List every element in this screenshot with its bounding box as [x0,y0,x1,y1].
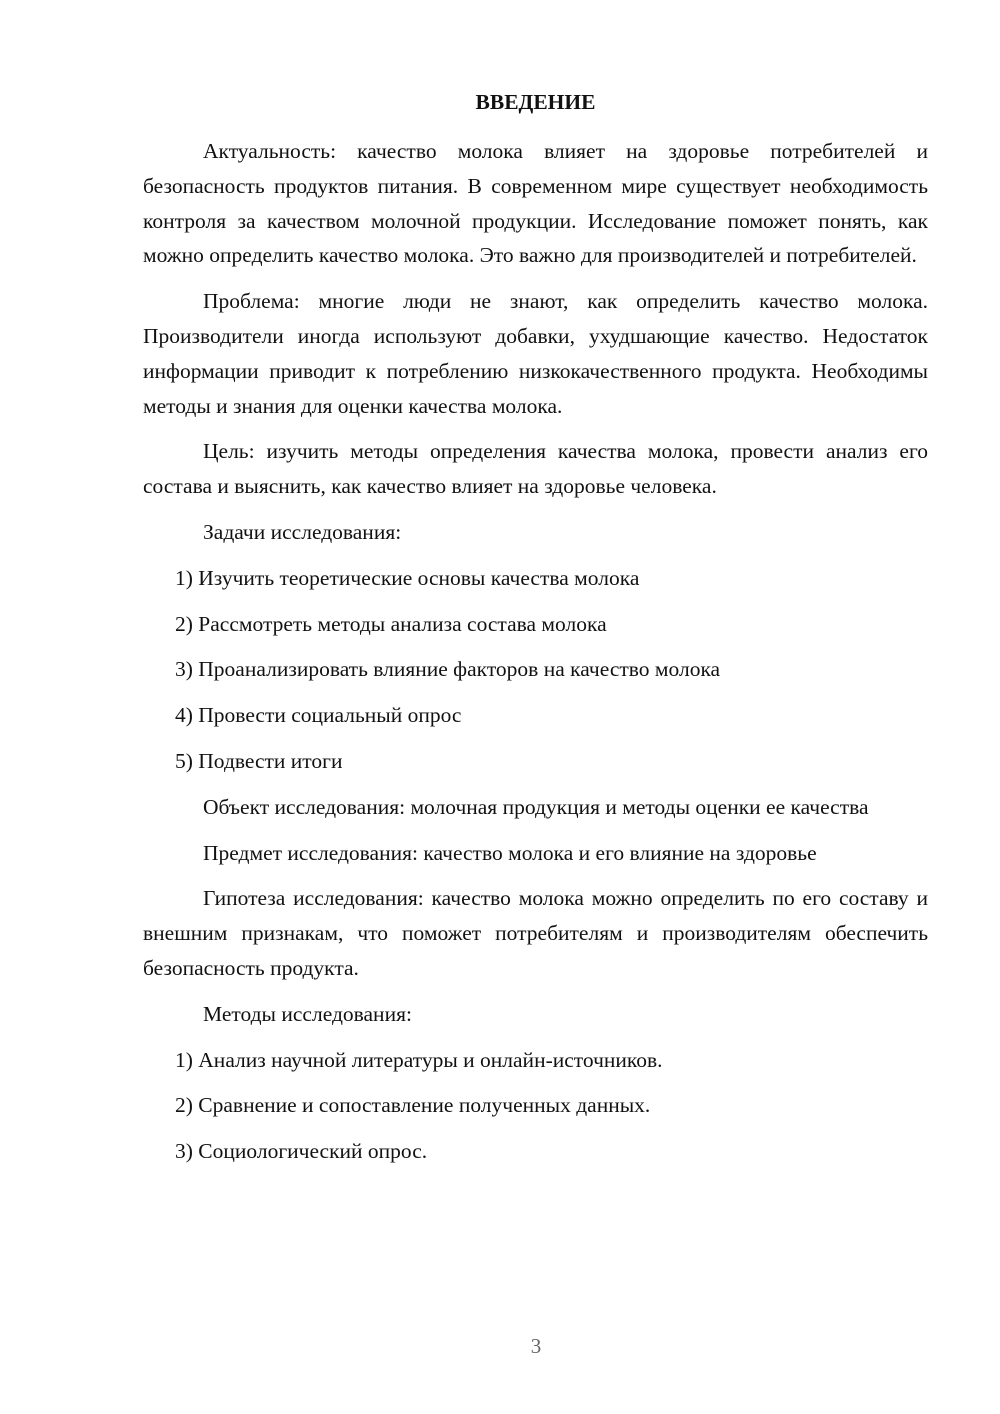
section-heading: ВВЕДЕНИЕ [475,90,596,114]
problem-paragraph: Проблема: многие люди не знают, как определить качество молока. Производители иногда используют добавки, ухудшающие качество. Недостаток информации приводит к потреблению низкокачественного продукта. Необходимы методы и знания для оценки качества молока. [143,289,928,418]
tasks-list [143,561,928,779]
task-item: 1) Изучить теоретические основы качества молока [175,565,640,590]
method-item: 2) Сравнение и сопоставление полученных данных. [175,1093,651,1118]
methods-title: Методы исследования: [203,1001,412,1026]
page-number: 3 [530,1334,542,1358]
document-page [143,90,928,1180]
hypothesis-paragraph: Гипотеза исследования: качество молока можно определить по его составу и внешним признакам, что поможет потребителям и производителям обеспечить безопасность продукта. [143,886,928,980]
task-item: 2) Рассмотреть методы анализа состава молока [175,611,607,636]
relevance-paragraph: Актуальность: качество молока влияет на здоровье потребителей и безопасность продуктов питания. В современном мире существует необходимость контроля за качеством молочной продукции. Исследование поможет понять, как можно определить качество молока. Это важно для производителей и потребителей. [143,139,928,268]
subject-paragraph: Предмет исследования: качество молока и его влияние на здоровье [203,840,817,865]
task-item: 3) Проанализировать влияние факторов на качество молока [175,657,721,682]
method-item: 1) Анализ научной литературы и онлайн-источников. [175,1047,663,1072]
method-item: 3) Социологический опрос. [175,1139,428,1164]
methods-list [143,1043,928,1169]
tasks-title: Задачи исследования: [203,519,402,544]
object-paragraph: Объект исследования: молочная продукция и методы оценки ее качества [203,794,869,819]
goal-paragraph: Цель: изучить методы определения качества молока, провести анализ его состава и выяснить, как качество влияет на здоровье человека. [143,439,928,499]
task-item: 5) Подвести итоги [175,748,343,773]
task-item: 4) Провести социальный опрос [175,703,462,728]
